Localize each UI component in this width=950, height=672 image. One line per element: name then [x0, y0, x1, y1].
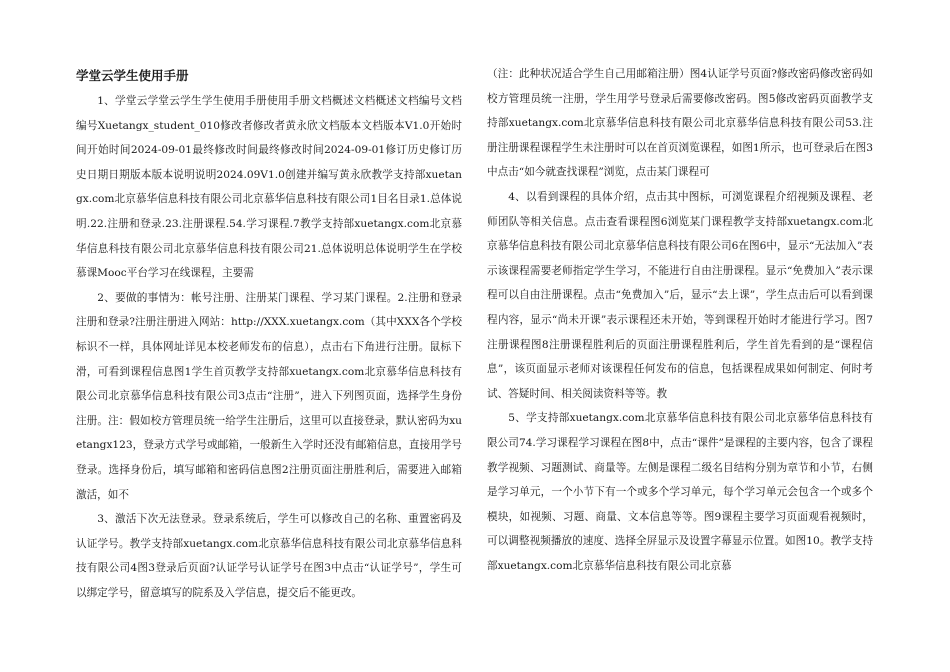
document-title: 学堂云学生使用手册 — [76, 68, 189, 83]
paragraph-1: 1、学堂云学堂云学生学生使用手册使用手册文档概述文档概述文档编号文档编号Xuetangx_student_010修改者修改者黄永欣文档版本文档版本V1.0开始时间开始时间2024-09-01最终修改时间最终修改时间2024-09-01修订历史修订历史日期日期版本版本说明说明2024.09V1.0创建并编写黄永欣教学支持部xuetangx.com北京慕华信息科技有限公司北京慕华信息科技有限公司1目名目录1.总体说明.22.注册和登录.23.注册课程.54.学习课程.7教学支持部xuetangx.com北京慕华信息科技有限公司北京慕华信息科技有限公司21.总体说明总体说明学生在学校慕课Mooc平台学习在线课程，主要需 — [76, 95, 462, 280]
paragraph-2: 2、要做的事情为：帐号注册、注册某门课程、学习某门课程。2.注册和登录注册和登录?注册注册进入网站：http://XXX.xuetangx.com（其中XXX各个学校标识不一样，具体网址详见本校老师发布的信息），点击右下角进行注册。鼠标下滑，可看到课程信息图1学生首页教学支持部xuetangx.com北京慕华信息科技有限公司北京慕华信息科技有限公司3点击“注册”，进入下列图页面，选择学生身份注册。注：假如校方管理员统一给学生注册后，这里可以直接登录，默认密码为xuetangx123，登录方式学号或邮箱，一般新生入学时还没有邮箱信息，直接用学号登录。选择身份后，填写邮箱和密码信息图2注册页面注册胜利后，需要进入邮箱激活，如不 — [76, 291, 462, 501]
paragraph-5: 5、学支持部xuetangx.com北京慕华信息科技有限公司北京慕华信息科技有限公司74.学习课程学习课程在图8中，点击“课件”是课程的主要内容，包含了课程教学视频、习题测试、商量等。左侧是课程二级名目结构分别为章节和小节，右侧是学习单元，一个小节下有一个或多个学习单元，每个学习单元会包含一个或多个模块，如视频、习题、商量、文本信息等等。图9课程主要学习页面观看视频时，可以调整视频播放的速度、选择全屏显示及设置字幕显示位置。如图10。教学支持部xuetangx.com北京慕华信息科技有限公司北京慕 — [487, 412, 873, 572]
paragraph-4: 4、以看到课程的具体介绍，点击其中图标，可浏览课程介绍视频及课程、老师团队等相关信息。点击查看课程图6浏览某门课程教学支持部xuetangx.com北京慕华信息科技有限公司北京慕华信息科技有限公司6在图6中，显示“无法加入”表示该课程需要老师指定学生学习，不能进行自由注册课程。显示“免费加入”表示课程可以自由注册课程。点击“免费加入”后，显示“去上课”，学生点击后可以看到课程内容，显示“尚未开课”表示课程还未开始，等到课程开始时才能进行学习。图7注册课程图8注册课程胜利后的页面注册课程胜利后，学生首先看到的是“课程信息”，该页面显示老师对该课程任何发布的信息，包括课程成果如何制定、何时考试、答疑时间、相关阅读资料等等。教 — [487, 190, 873, 400]
paragraph-continued: （注：此种状况适合学生自己用邮箱注册）图4认证学号页面?修改密码修改密码如校方管理员统一注册，学生用学号登录后需要修改密码。图5修改密码页面教学支持部xuetangx.com北京慕华信息科技有限公司北京慕华信息科技有限公司53.注册注册课程课程学生未注册时可以在首页浏览课程，如图1所示，也可登录后在图3中点击“如今就查找课程”浏览，点击某门课程可 — [487, 68, 873, 179]
left-column — [76, 64, 462, 605]
paragraph-3: 3、激活下次无法登录。登录系统后，学生可以修改自己的名称、重置密码及认证学号。教学支持部xuetangx.com北京慕华信息科技有限公司北京慕华信息科技有限公司4图3登录后页面?认证学号认证学号在图3中点击“认证学号”，学生可以绑定学号，留意填写的院系及入学信息，提交后不能更改。 — [76, 513, 462, 599]
right-column — [487, 62, 873, 578]
